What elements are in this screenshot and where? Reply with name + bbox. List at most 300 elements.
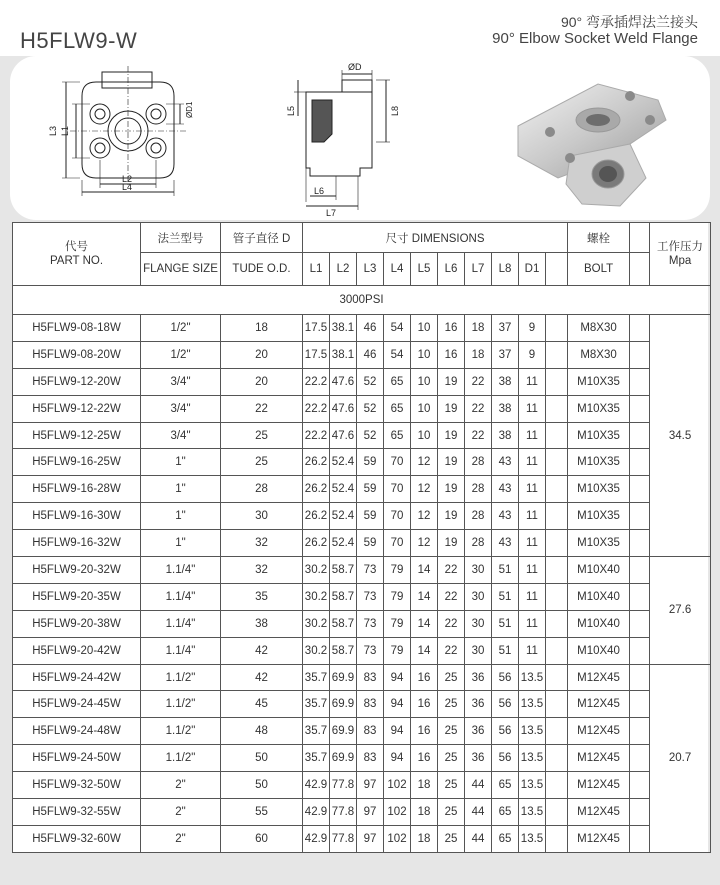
- cell-l7: 22: [465, 395, 492, 422]
- cell-l3: 83: [357, 718, 384, 745]
- cell-l7: 28: [465, 503, 492, 530]
- cell-spacer-2: [630, 422, 650, 449]
- cell-l6: 16: [438, 341, 465, 368]
- cell-d1: 11: [519, 557, 546, 584]
- cell-l5: 18: [411, 825, 438, 852]
- cell-spacer-2: [630, 772, 650, 799]
- cell-spacer-2: [630, 315, 650, 342]
- cell-l8: 43: [492, 476, 519, 503]
- cell-d1: 11: [519, 422, 546, 449]
- cell-l4: 79: [384, 557, 411, 584]
- cell-l8: 43: [492, 449, 519, 476]
- product-title-cn: 90° 弯承插焊法兰接头: [560, 14, 698, 30]
- cell-l6: 16: [438, 315, 465, 342]
- cell-spacer-2: [630, 825, 650, 852]
- cell-spacer-2: [630, 691, 650, 718]
- cell-l4: 79: [384, 637, 411, 664]
- cell-l2: 38.1: [330, 341, 357, 368]
- cell-tube: 42: [221, 637, 303, 664]
- cell-tube: 38: [221, 610, 303, 637]
- header-spacer: [630, 223, 650, 253]
- cell-l1: 35.7: [303, 745, 330, 772]
- section-view-drawing: [294, 70, 390, 210]
- cell-part: H5FLW9-08-20W: [13, 341, 141, 368]
- cell-l6: 22: [438, 637, 465, 664]
- cell-bolt: M10X40: [568, 637, 630, 664]
- table-row: [13, 395, 711, 422]
- cell-bolt: M10X35: [568, 503, 630, 530]
- cell-d1: 9: [519, 315, 546, 342]
- cell-l2: 47.6: [330, 395, 357, 422]
- header-part-no-en: PART NO.: [49, 255, 104, 267]
- cell-tube: 20: [221, 341, 303, 368]
- header-pressure-en: Mpa: [668, 255, 692, 267]
- cell-d1: 13.5: [519, 799, 546, 826]
- cell-d1: 13.5: [519, 745, 546, 772]
- cell-l5: 10: [411, 395, 438, 422]
- cell-spacer: [546, 691, 568, 718]
- cell-l6: 19: [438, 449, 465, 476]
- cell-flange: 1": [141, 503, 221, 530]
- cell-l2: 69.9: [330, 691, 357, 718]
- cell-d1: 13.5: [519, 691, 546, 718]
- table-row: [13, 772, 711, 799]
- cell-l8: 65: [492, 772, 519, 799]
- cell-tube: 32: [221, 530, 303, 557]
- cell-l3: 46: [357, 341, 384, 368]
- header-bolt-cn: 螺栓: [568, 223, 630, 253]
- cell-part: H5FLW9-32-50W: [13, 772, 141, 799]
- cell-l1: 22.2: [303, 395, 330, 422]
- cell-spacer: [546, 718, 568, 745]
- table-row: [13, 557, 711, 584]
- cell-l6: 19: [438, 476, 465, 503]
- pressure-class-row: 3000PSI: [13, 286, 711, 315]
- cell-flange: 1.1/4": [141, 610, 221, 637]
- cell-l8: 38: [492, 368, 519, 395]
- cell-l1: 30.2: [303, 557, 330, 584]
- cell-flange: 3/4": [141, 395, 221, 422]
- cell-d1: 13.5: [519, 772, 546, 799]
- cell-spacer: [546, 395, 568, 422]
- table-row: [13, 530, 711, 557]
- cell-l7: 28: [465, 476, 492, 503]
- cell-spacer: [546, 772, 568, 799]
- cell-l3: 73: [357, 583, 384, 610]
- cell-bolt: M10X40: [568, 610, 630, 637]
- cell-l7: 30: [465, 610, 492, 637]
- cell-l7: 28: [465, 530, 492, 557]
- header-dim-d1: D1: [519, 253, 546, 286]
- table-row: [13, 718, 711, 745]
- cell-l2: 69.9: [330, 718, 357, 745]
- cell-flange: 1.1/2": [141, 745, 221, 772]
- cell-l3: 73: [357, 610, 384, 637]
- table-row: [13, 368, 711, 395]
- page-header: [0, 0, 720, 56]
- header-dim-l7: L7: [465, 253, 492, 286]
- cell-l4: 65: [384, 422, 411, 449]
- cell-l6: 25: [438, 718, 465, 745]
- cell-part: H5FLW9-12-20W: [13, 368, 141, 395]
- cell-d1: 11: [519, 476, 546, 503]
- cell-flange: 1.1/4": [141, 637, 221, 664]
- cell-l5: 10: [411, 315, 438, 342]
- cell-pressure: 34.5: [650, 315, 711, 557]
- cell-l7: 44: [465, 825, 492, 852]
- cell-spacer-2: [630, 664, 650, 691]
- cell-bolt: M12X45: [568, 772, 630, 799]
- cell-flange: 1": [141, 476, 221, 503]
- cell-tube: 22: [221, 395, 303, 422]
- cell-l3: 73: [357, 637, 384, 664]
- cell-d1: 11: [519, 530, 546, 557]
- cell-part: H5FLW9-12-25W: [13, 422, 141, 449]
- cell-bolt: M10X35: [568, 476, 630, 503]
- cell-bolt: M10X35: [568, 530, 630, 557]
- cell-bolt: M10X35: [568, 395, 630, 422]
- table-row: [13, 825, 711, 852]
- cell-tube: 35: [221, 583, 303, 610]
- cell-l4: 102: [384, 799, 411, 826]
- cell-l5: 10: [411, 341, 438, 368]
- header-tube-en: TUDE O.D.: [221, 253, 303, 286]
- cell-l3: 97: [357, 825, 384, 852]
- cell-bolt: M10X35: [568, 368, 630, 395]
- cell-l5: 16: [411, 664, 438, 691]
- cell-l6: 19: [438, 395, 465, 422]
- cell-l3: 59: [357, 449, 384, 476]
- cell-bolt: M8X30: [568, 341, 630, 368]
- cell-spacer: [546, 745, 568, 772]
- cell-l2: 47.6: [330, 422, 357, 449]
- cell-l2: 52.4: [330, 503, 357, 530]
- cell-l5: 12: [411, 449, 438, 476]
- cell-spacer: [546, 368, 568, 395]
- cell-l1: 35.7: [303, 664, 330, 691]
- technical-drawing: [10, 56, 710, 220]
- label-l6: L6: [314, 186, 325, 196]
- cell-spacer: [546, 664, 568, 691]
- cell-flange: 1": [141, 530, 221, 557]
- cell-part: H5FLW9-16-32W: [13, 530, 141, 557]
- cell-l7: 44: [465, 799, 492, 826]
- cell-l2: 69.9: [330, 664, 357, 691]
- cell-l1: 26.2: [303, 530, 330, 557]
- cell-l2: 58.7: [330, 610, 357, 637]
- cell-spacer: [546, 315, 568, 342]
- cell-l5: 14: [411, 637, 438, 664]
- cell-l4: 70: [384, 530, 411, 557]
- cell-spacer: [546, 825, 568, 852]
- cell-tube: 30: [221, 503, 303, 530]
- cell-l1: 30.2: [303, 637, 330, 664]
- cell-flange: 2": [141, 825, 221, 852]
- cell-l6: 25: [438, 772, 465, 799]
- cell-l5: 12: [411, 530, 438, 557]
- cell-l2: 58.7: [330, 557, 357, 584]
- cell-spacer: [546, 557, 568, 584]
- cell-spacer-2: [630, 745, 650, 772]
- table-body: [13, 315, 711, 853]
- cell-tube: 42: [221, 664, 303, 691]
- cell-l3: 59: [357, 476, 384, 503]
- cell-l6: 25: [438, 825, 465, 852]
- cell-flange: 1.1/2": [141, 691, 221, 718]
- cell-l7: 30: [465, 583, 492, 610]
- cell-flange: 3/4": [141, 368, 221, 395]
- header-dim-l2: L2: [330, 253, 357, 286]
- cell-l7: 22: [465, 368, 492, 395]
- cell-part: H5FLW9-12-22W: [13, 395, 141, 422]
- cell-l7: 30: [465, 557, 492, 584]
- cell-l2: 58.7: [330, 637, 357, 664]
- cell-l2: 38.1: [330, 315, 357, 342]
- header-flange-en: FLANGE SIZE: [141, 253, 221, 286]
- cell-spacer: [546, 422, 568, 449]
- cell-l8: 43: [492, 530, 519, 557]
- cell-spacer: [546, 583, 568, 610]
- cell-flange: 1.1/2": [141, 718, 221, 745]
- header-dim-l5: L5: [411, 253, 438, 286]
- cell-spacer-2: [630, 530, 650, 557]
- cell-bolt: M10X35: [568, 449, 630, 476]
- header-dim-l4: L4: [384, 253, 411, 286]
- cell-l7: 44: [465, 772, 492, 799]
- cell-l8: 43: [492, 503, 519, 530]
- cell-l8: 38: [492, 395, 519, 422]
- cell-l3: 46: [357, 315, 384, 342]
- cell-spacer-2: [630, 610, 650, 637]
- table-row: [13, 691, 711, 718]
- cell-l6: 19: [438, 368, 465, 395]
- cell-l6: 19: [438, 503, 465, 530]
- cell-d1: 13.5: [519, 664, 546, 691]
- cell-l8: 51: [492, 583, 519, 610]
- table-row: [13, 422, 711, 449]
- cell-spacer-2: [630, 368, 650, 395]
- header-dim-l6: L6: [438, 253, 465, 286]
- cell-l7: 36: [465, 664, 492, 691]
- cell-l3: 52: [357, 422, 384, 449]
- cell-l3: 83: [357, 664, 384, 691]
- cell-l3: 73: [357, 557, 384, 584]
- cell-l8: 56: [492, 691, 519, 718]
- cell-bolt: M10X35: [568, 422, 630, 449]
- label-l2: L2: [122, 174, 133, 184]
- table-row: [13, 799, 711, 826]
- cell-l1: 42.9: [303, 772, 330, 799]
- header-flange-cn: 法兰型号: [141, 223, 221, 253]
- table-row: [13, 315, 711, 342]
- cell-l5: 18: [411, 799, 438, 826]
- cell-l1: 17.5: [303, 341, 330, 368]
- cell-l8: 38: [492, 422, 519, 449]
- cell-d1: 11: [519, 610, 546, 637]
- cell-bolt: M10X40: [568, 583, 630, 610]
- cell-tube: 55: [221, 799, 303, 826]
- table-row: [13, 745, 711, 772]
- cell-part: H5FLW9-24-42W: [13, 664, 141, 691]
- cell-l4: 79: [384, 583, 411, 610]
- cell-d1: 11: [519, 368, 546, 395]
- table-row: [13, 449, 711, 476]
- cell-l5: 16: [411, 691, 438, 718]
- part-series-code: H5FLW9-W: [20, 28, 138, 53]
- cell-l6: 19: [438, 422, 465, 449]
- cell-l5: 12: [411, 476, 438, 503]
- cell-l5: 16: [411, 745, 438, 772]
- cell-part: H5FLW9-20-42W: [13, 637, 141, 664]
- header-pressure-cn: 工作压力: [657, 241, 704, 253]
- cell-l8: 51: [492, 557, 519, 584]
- cell-l1: 30.2: [303, 610, 330, 637]
- cell-part: H5FLW9-16-30W: [13, 503, 141, 530]
- cell-spacer-2: [630, 799, 650, 826]
- cell-l3: 59: [357, 530, 384, 557]
- cell-tube: 50: [221, 772, 303, 799]
- cell-l2: 77.8: [330, 799, 357, 826]
- cell-l4: 70: [384, 449, 411, 476]
- cell-l3: 83: [357, 691, 384, 718]
- cell-pressure: 20.7: [650, 664, 711, 852]
- cell-tube: 25: [221, 422, 303, 449]
- cell-l6: 22: [438, 583, 465, 610]
- cell-l1: 22.2: [303, 422, 330, 449]
- cell-spacer-2: [630, 583, 650, 610]
- cell-flange: 1/2": [141, 315, 221, 342]
- header-dim-spacer: [546, 253, 568, 286]
- cell-l1: 42.9: [303, 799, 330, 826]
- cell-spacer: [546, 476, 568, 503]
- cell-l6: 19: [438, 530, 465, 557]
- cell-d1: 9: [519, 341, 546, 368]
- cell-spacer-2: [630, 637, 650, 664]
- cell-l5: 10: [411, 368, 438, 395]
- cell-l7: 36: [465, 718, 492, 745]
- cell-l3: 59: [357, 503, 384, 530]
- cell-part: H5FLW9-32-60W: [13, 825, 141, 852]
- table-row: [13, 476, 711, 503]
- cell-l6: 25: [438, 691, 465, 718]
- header-dim-l3: L3: [357, 253, 384, 286]
- cell-spacer: [546, 637, 568, 664]
- cell-part: H5FLW9-24-48W: [13, 718, 141, 745]
- header-dim-l1: L1: [303, 253, 330, 286]
- cell-flange: 1.1/4": [141, 557, 221, 584]
- cell-l1: 26.2: [303, 503, 330, 530]
- cell-l7: 36: [465, 745, 492, 772]
- cell-spacer: [546, 503, 568, 530]
- cell-l8: 65: [492, 825, 519, 852]
- cell-l5: 14: [411, 557, 438, 584]
- label-d1: ØD1: [185, 101, 194, 118]
- cell-spacer: [546, 530, 568, 557]
- cell-l2: 47.6: [330, 368, 357, 395]
- cell-spacer: [546, 799, 568, 826]
- cell-d1: 11: [519, 395, 546, 422]
- cell-spacer-2: [630, 341, 650, 368]
- cell-spacer-2: [630, 476, 650, 503]
- cell-d1: 13.5: [519, 825, 546, 852]
- cell-l8: 37: [492, 315, 519, 342]
- cell-l4: 54: [384, 315, 411, 342]
- label-d: ØD: [348, 62, 362, 72]
- cell-d1: 13.5: [519, 718, 546, 745]
- cell-spacer-2: [630, 395, 650, 422]
- cell-part: H5FLW9-24-50W: [13, 745, 141, 772]
- cell-tube: 45: [221, 691, 303, 718]
- cell-l5: 14: [411, 610, 438, 637]
- cell-l8: 56: [492, 664, 519, 691]
- label-l4: L4: [122, 182, 133, 192]
- cell-flange: 1.1/2": [141, 664, 221, 691]
- header-dim-l8: L8: [492, 253, 519, 286]
- cell-l4: 102: [384, 825, 411, 852]
- header-dimensions: 尺寸 DIMENSIONS: [303, 223, 568, 253]
- cell-l1: 35.7: [303, 691, 330, 718]
- cell-flange: 2": [141, 799, 221, 826]
- cell-l4: 79: [384, 610, 411, 637]
- cell-l1: 22.2: [303, 368, 330, 395]
- cell-l4: 70: [384, 476, 411, 503]
- cell-bolt: M12X45: [568, 799, 630, 826]
- cell-bolt: M12X45: [568, 745, 630, 772]
- cell-tube: 50: [221, 745, 303, 772]
- cell-part: H5FLW9-08-18W: [13, 315, 141, 342]
- cell-part: H5FLW9-16-28W: [13, 476, 141, 503]
- label-l1: L1: [60, 125, 70, 136]
- cell-l5: 16: [411, 718, 438, 745]
- cell-d1: 11: [519, 583, 546, 610]
- cell-l3: 97: [357, 772, 384, 799]
- cell-bolt: M12X45: [568, 691, 630, 718]
- cell-l6: 25: [438, 745, 465, 772]
- cell-bolt: M10X40: [568, 557, 630, 584]
- cell-tube: 20: [221, 368, 303, 395]
- cell-l5: 18: [411, 772, 438, 799]
- cell-l7: 18: [465, 341, 492, 368]
- cell-l3: 52: [357, 368, 384, 395]
- cell-d1: 11: [519, 637, 546, 664]
- cell-flange: 3/4": [141, 422, 221, 449]
- header-spacer-2: [630, 253, 650, 286]
- cell-part: H5FLW9-20-32W: [13, 557, 141, 584]
- cell-bolt: M12X45: [568, 664, 630, 691]
- cell-l4: 94: [384, 664, 411, 691]
- cell-l5: 14: [411, 583, 438, 610]
- label-l8: L8: [390, 105, 400, 116]
- product-title-en: 90° Elbow Socket Weld Flange: [492, 30, 698, 47]
- cell-l6: 22: [438, 557, 465, 584]
- cell-spacer: [546, 341, 568, 368]
- table-row: [13, 637, 711, 664]
- cell-tube: 18: [221, 315, 303, 342]
- cell-flange: 1": [141, 449, 221, 476]
- cell-l4: 94: [384, 745, 411, 772]
- cell-l1: 17.5: [303, 315, 330, 342]
- cell-part: H5FLW9-20-35W: [13, 583, 141, 610]
- cell-l7: 22: [465, 422, 492, 449]
- table-row: [13, 610, 711, 637]
- cell-l2: 69.9: [330, 745, 357, 772]
- cell-l3: 97: [357, 799, 384, 826]
- cell-l8: 56: [492, 745, 519, 772]
- cell-l4: 65: [384, 395, 411, 422]
- cell-l8: 37: [492, 341, 519, 368]
- cell-l3: 83: [357, 745, 384, 772]
- cell-flange: 1/2": [141, 341, 221, 368]
